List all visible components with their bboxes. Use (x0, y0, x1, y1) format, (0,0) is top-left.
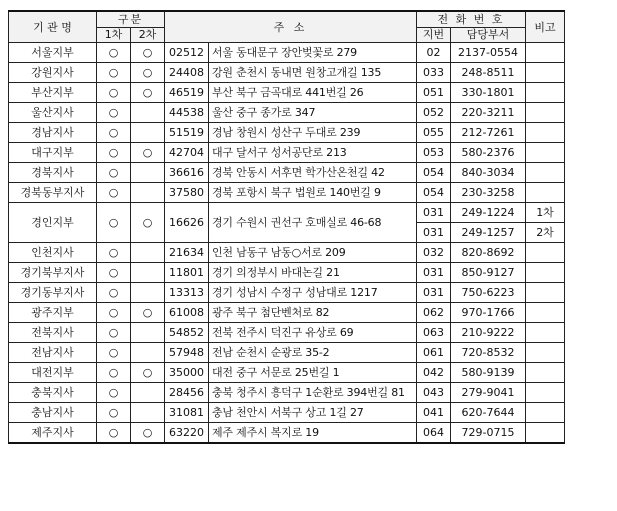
agency-name: 전북지사 (9, 323, 97, 343)
agency-name: 광주지부 (9, 303, 97, 323)
remark (526, 123, 565, 143)
phone-number: 210-9222 (451, 323, 526, 343)
phone-number: 220-3211 (451, 103, 526, 123)
agency-name: 경기동부지사 (9, 283, 97, 303)
street-address: 부산 북구 금곡대로 441번길 26 (209, 83, 417, 103)
header-category: 구분 (97, 11, 165, 28)
category-1-mark: ○ (97, 163, 131, 183)
agency-name: 경북동부지사 (9, 183, 97, 203)
table-row (9, 103, 565, 123)
area-code: 041 (417, 403, 451, 423)
category-2-mark (131, 243, 165, 263)
agency-name: 울산지사 (9, 103, 97, 123)
category-2-mark (131, 323, 165, 343)
street-address: 대전 중구 서문로 25번길 1 (209, 363, 417, 383)
table-row (9, 43, 565, 63)
category-1-mark: ○ (97, 83, 131, 103)
zip-code: 21634 (165, 243, 209, 263)
area-code: 031 (417, 223, 451, 243)
agency-name: 서울지부 (9, 43, 97, 63)
area-code: 031 (417, 283, 451, 303)
street-address: 전남 순천시 순광로 35-2 (209, 343, 417, 363)
table-row (9, 63, 565, 83)
zip-code: 36616 (165, 163, 209, 183)
category-1-mark: ○ (97, 403, 131, 423)
area-code: 062 (417, 303, 451, 323)
table-row (9, 423, 565, 444)
phone-number: 330-1801 (451, 83, 526, 103)
street-address: 광주 북구 첨단벤처로 82 (209, 303, 417, 323)
zip-code: 37580 (165, 183, 209, 203)
header-department: 담당부서 (451, 28, 526, 43)
phone-number: 750-6223 (451, 283, 526, 303)
area-code: 063 (417, 323, 451, 343)
agency-name: 경북지사 (9, 163, 97, 183)
area-code: 033 (417, 63, 451, 83)
category-1-mark: ○ (97, 203, 131, 243)
agency-name: 강원지사 (9, 63, 97, 83)
street-address: 충남 천안시 서북구 상고 1길 27 (209, 403, 417, 423)
street-address: 전북 전주시 덕진구 유상로 69 (209, 323, 417, 343)
remark (526, 423, 565, 444)
phone-number: 249-1257 (451, 223, 526, 243)
category-2-mark (131, 383, 165, 403)
category-1-mark: ○ (97, 63, 131, 83)
phone-number: 840-3034 (451, 163, 526, 183)
zip-code: 35000 (165, 363, 209, 383)
category-2-mark: ○ (131, 143, 165, 163)
agency-name: 대전지부 (9, 363, 97, 383)
header-cat1: 1차 (97, 28, 131, 43)
remark (526, 163, 565, 183)
remark (526, 43, 565, 63)
remark: 1차 (526, 203, 565, 223)
category-2-mark: ○ (131, 83, 165, 103)
category-2-mark (131, 403, 165, 423)
category-2-mark (131, 163, 165, 183)
street-address: 경남 창원시 성산구 두대로 239 (209, 123, 417, 143)
category-2-mark (131, 183, 165, 203)
area-code: 043 (417, 383, 451, 403)
area-code: 031 (417, 203, 451, 223)
header-remarks: 비고 (526, 11, 565, 43)
agency-name: 충남지사 (9, 403, 97, 423)
table-row (9, 303, 565, 323)
area-code: 061 (417, 343, 451, 363)
phone-number: 230-3258 (451, 183, 526, 203)
zip-code: 16626 (165, 203, 209, 243)
category-2-mark: ○ (131, 203, 165, 243)
area-code: 055 (417, 123, 451, 143)
remark (526, 103, 565, 123)
street-address: 경기 의정부시 바대논길 21 (209, 263, 417, 283)
table-header (9, 11, 565, 43)
table-row (9, 203, 565, 223)
zip-code: 63220 (165, 423, 209, 444)
category-1-mark: ○ (97, 423, 131, 444)
header-area-code: 지번 (417, 28, 451, 43)
agency-name: 인천지사 (9, 243, 97, 263)
area-code: 032 (417, 243, 451, 263)
remark (526, 383, 565, 403)
street-address: 경북 안동시 서후면 학가산온천길 42 (209, 163, 417, 183)
area-code: 053 (417, 143, 451, 163)
table-row (9, 343, 565, 363)
zip-code: 42704 (165, 143, 209, 163)
phone-number: 720-8532 (451, 343, 526, 363)
phone-number: 2137-0554 (451, 43, 526, 63)
phone-number: 249-1224 (451, 203, 526, 223)
zip-code: 02512 (165, 43, 209, 63)
category-1-mark: ○ (97, 103, 131, 123)
table-row (9, 283, 565, 303)
agency-name: 부산지부 (9, 83, 97, 103)
zip-code: 28456 (165, 383, 209, 403)
zip-code: 46519 (165, 83, 209, 103)
header-address: 주 소 (165, 11, 417, 43)
phone-number: 620-7644 (451, 403, 526, 423)
phone-number: 580-2376 (451, 143, 526, 163)
zip-code: 57948 (165, 343, 209, 363)
category-2-mark: ○ (131, 423, 165, 444)
zip-code: 11801 (165, 263, 209, 283)
table-row (9, 183, 565, 203)
phone-number: 820-8692 (451, 243, 526, 263)
category-2-mark (131, 103, 165, 123)
agency-name: 경기북부지사 (9, 263, 97, 283)
agency-name: 충북지사 (9, 383, 97, 403)
remark (526, 183, 565, 203)
header-cat2: 2차 (131, 28, 165, 43)
remark (526, 283, 565, 303)
remark (526, 323, 565, 343)
remark (526, 363, 565, 383)
area-code: 054 (417, 163, 451, 183)
category-1-mark: ○ (97, 383, 131, 403)
phone-number: 850-9127 (451, 263, 526, 283)
agency-name: 경인지부 (9, 203, 97, 243)
street-address: 인천 남동구 남동○서로 209 (209, 243, 417, 263)
category-1-mark: ○ (97, 43, 131, 63)
remark (526, 303, 565, 323)
remark (526, 63, 565, 83)
area-code: 031 (417, 263, 451, 283)
category-2-mark (131, 343, 165, 363)
phone-number: 212-7261 (451, 123, 526, 143)
area-code: 042 (417, 363, 451, 383)
table-row (9, 383, 565, 403)
remark (526, 403, 565, 423)
category-2-mark: ○ (131, 303, 165, 323)
zip-code: 24408 (165, 63, 209, 83)
street-address: 경기 성남시 수정구 성남대로 1217 (209, 283, 417, 303)
category-1-mark: ○ (97, 303, 131, 323)
category-1-mark: ○ (97, 243, 131, 263)
remark (526, 343, 565, 363)
zip-code: 61008 (165, 303, 209, 323)
phone-number: 580-9139 (451, 363, 526, 383)
zip-code: 51519 (165, 123, 209, 143)
agency-name: 대구지부 (9, 143, 97, 163)
remark (526, 243, 565, 263)
phone-number: 729-0715 (451, 423, 526, 444)
table-row (9, 83, 565, 103)
remark (526, 83, 565, 103)
zip-code: 31081 (165, 403, 209, 423)
header-agency: 기 관 명 (9, 11, 97, 43)
remark (526, 143, 565, 163)
zip-code: 13313 (165, 283, 209, 303)
street-address: 충북 청주시 흥덕구 1순환로 394번길 81 (209, 383, 417, 403)
agency-name: 경남지사 (9, 123, 97, 143)
street-address: 제주 제주시 복지로 19 (209, 423, 417, 444)
remark (526, 263, 565, 283)
category-1-mark: ○ (97, 263, 131, 283)
category-2-mark (131, 123, 165, 143)
agency-table-wrapper (8, 10, 565, 444)
area-code: 051 (417, 83, 451, 103)
street-address: 서울 동대문구 장안벚꽃로 279 (209, 43, 417, 63)
category-1-mark: ○ (97, 363, 131, 383)
area-code: 054 (417, 183, 451, 203)
table-body (9, 43, 565, 444)
table-row (9, 123, 565, 143)
category-1-mark: ○ (97, 143, 131, 163)
category-1-mark: ○ (97, 183, 131, 203)
category-2-mark: ○ (131, 363, 165, 383)
category-1-mark: ○ (97, 323, 131, 343)
street-address: 경북 포항시 북구 법원로 140번길 9 (209, 183, 417, 203)
zip-code: 54852 (165, 323, 209, 343)
phone-number: 279-9041 (451, 383, 526, 403)
table-row (9, 363, 565, 383)
remark: 2차 (526, 223, 565, 243)
street-address: 대구 달서구 성서공단로 213 (209, 143, 417, 163)
category-1-mark: ○ (97, 343, 131, 363)
table-row (9, 163, 565, 183)
header-phone: 전 화 번 호 (417, 11, 526, 28)
category-2-mark: ○ (131, 63, 165, 83)
area-code: 02 (417, 43, 451, 63)
area-code: 064 (417, 423, 451, 444)
table-row (9, 403, 565, 423)
zip-code: 44538 (165, 103, 209, 123)
street-address: 울산 중구 종가로 347 (209, 103, 417, 123)
table-row (9, 143, 565, 163)
table-row (9, 323, 565, 343)
street-address: 경기 수원시 권선구 호매실로 46-68 (209, 203, 417, 243)
street-address: 강원 춘천시 동내면 원창고개길 135 (209, 63, 417, 83)
category-2-mark (131, 263, 165, 283)
table-row (9, 263, 565, 283)
table-row (9, 243, 565, 263)
category-1-mark: ○ (97, 283, 131, 303)
category-2-mark (131, 283, 165, 303)
agency-contact-table (8, 10, 565, 444)
category-2-mark: ○ (131, 43, 165, 63)
category-1-mark: ○ (97, 123, 131, 143)
agency-name: 전남지사 (9, 343, 97, 363)
phone-number: 970-1766 (451, 303, 526, 323)
area-code: 052 (417, 103, 451, 123)
agency-name: 제주지사 (9, 423, 97, 444)
phone-number: 248-8511 (451, 63, 526, 83)
